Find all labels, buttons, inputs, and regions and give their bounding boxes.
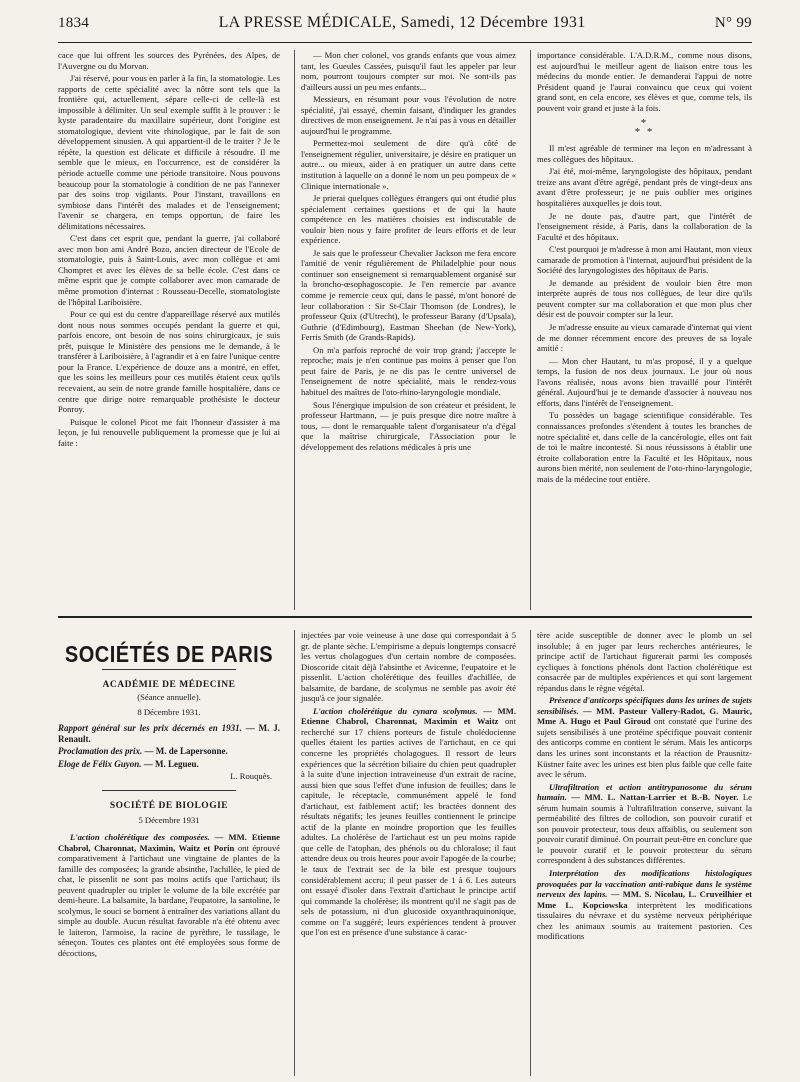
societes-column-2-text — [301, 630, 516, 704]
column-2 — [294, 50, 516, 610]
column-3-part-b — [537, 143, 752, 484]
academie-title: ACADÉMIE DE MÉDECINE — [102, 679, 236, 690]
paragraph: Je ne doute pas, d'autre part, que l'intérêt de l'enseignement réside, à Paris, dans la collaboration de la Faculté et des hôpitaux. — [537, 210, 752, 242]
paragraph: Messieurs, en résumant pour vous l'évolution de notre spécialité, j'ai essayé, chemin faisant, d'indiquer les grandes directives de mon enseignement. Je n'ai pas à vous en détailler aujourd'hui le programme. — [301, 94, 516, 136]
paragraph: cace que lui offrent les sources des Pyrénées, des Alpes, de l'Auvergne ou du Morvan. — [58, 50, 280, 71]
column-3-part-a — [537, 50, 752, 113]
paragraph: Je demande au président de vouloir bien être mon interprète auprès de tous nos collègues, de leur dire qu'ils peuvent compter sur ma collaboration et que mon plus cher désir est de pouvoir compter sur la leur. — [537, 277, 752, 320]
paragraph: injectées par voie veineuse à une dose qui correspondait à 5 gr. de plante sèche. L'empirisme a depuis longtemps consacré les vertus cholagogues d'un certain nombre de composées. Dioscoride citait déjà l'absinthe et Avicenne, l'eupatoire et le pissenlit. L'action cholérétique des feuilles d'achillée, de balsamite, de bardane, de scolymus ne semble pas avoir été jusqu'à ce jour signalée. — [301, 630, 516, 704]
paragraph: Je prierai quelques collègues étrangers qui ont étudié plus spécialement certaines questions et de qui la haute compétence en les matières choisies est indiscutable de vouloir bien nous y faire profiter de leurs efforts et de leur expérience. — [301, 193, 516, 246]
page-number: 1834 — [58, 15, 90, 31]
biologie-entry-1: L'action cholérétique des composées. — MM. Etienne Chabrol, Charonnat, Maximin, Waitz et Porin ont éprouvé comparativement à l'artichaut une vingtaine de plantes de la famille des composées; la grande absinthe, l'achillée, le pied de chat, le pissenlit ne sont pas moins actifs que l'artichaut; ils peuvent quadrupler ou tripler le volume de la bile excrétée par demi-heure. La balsamite, la bardane, l'eupatoire, la santoline, le scolymus, le souci se bornent à entraîner des variations allant du simple au double. Aucun résultat favorable n'a été obtenu avec le laiteron, l'armoise, la racine de pyrèthre, le tussilage, le séneçon. Toutes ces plantes ont été employées sous forme de décoctions, — [58, 832, 280, 959]
paragraph: C'est dans cet esprit que, pendant la guerre, j'ai collaboré avec mon bon ami André Bozo, ancien directeur de l'Ecole de stomatologie, puis à Saint-Louis, avec mon collègue et ami Chompret et avec les élèves de sa belle école. C'est dans ce même esprit que je compte collaborer avec mon camarade de même promotion d'internat : Rousseau-Decelle, stomatologiste de l'hôpital Lariboisière. — [58, 233, 280, 307]
paragraph: Je m'adresse ensuite au vieux camarade d'internat qui vient de me donner récemment encore des preuves de sa loyale amitié : — [537, 322, 752, 354]
academie-item-3: Eloge de Félix Guyon. — M. Legueu. — [58, 758, 199, 769]
paragraph: J'ai réservé, pour vous en parler à la fin, la stomatologie. Les rapports de cette spécialité avec la nôtre sont tels que la frontière qui, actuellement, sépare celle-ci de celle-là est impossible à délimiter. Un seul exemple suffit à le prouver : le kyste paradentaire du maxillaire supérieur, dont l'origine est stomatologique, devient vite rhinologique, par le fait de son développement sinusien. A qui appartient-il de le traiter ? Je le répète, la question est délicate et difficile à résoudre. Il me semble que le mieux, en l'occurrence, est de considérer la période actuelle comme une période transitoire. Nous pouvons beaucoup pour la stomatologie à condition de ne pas l'annexer par des soins trop vigilants. Pour l'instant, travaillons en symbiose dans l'intérêt des malades et de l'enseignement; l'avenir se chargera, en temps opportun, de faire les délimitations nécessaires. — [58, 73, 280, 231]
biologie-entry-4: Ultrafiltration et action antitrypanosome du sérum humain. — MM. L. Nattan-Larrier et B.-B. Noyer. Le sérum humain soumis à l'ultrafiltration conserve, suivant la perméabilité des filtres de collodion, son pouvoir curatif et son pouvoir protecteur, tous deux affaiblis, ou seulement son pouvoir curatif diminué. On pourrait peut-être en conclure que le pouvoir curatif et le pouvoir protecteur du sérum correspondent à des substances différentes. — [537, 781, 752, 866]
page-header — [58, 14, 752, 43]
paragraph: Je sais que le professeur Chevalier Jackson me fera encore l'amitié de venir régulièrement de Philadelphie pour nous continuer son enseignement si remarquablement organisé sur la broncho-œsophagoscopie. Je l'en remercie par avance comme je remercie ceux qui, dans le passé, m'ont honoré de leur collaboration : Sir St-Clair Thomson (de Londres), le professeur Quix (d'Utrecht), le professeur Barany (d'Upsala), Guthrie (d'Edimbourg), Eastman Sheehan (de New-York), Ferris Smith (de Grands-Rapids). — [301, 247, 516, 343]
societes-heading: SOCIÉTÉS DE PARIS — [64, 642, 274, 668]
section-rule — [102, 790, 235, 791]
biologie-date: 5 Décembre 1931 — [138, 815, 200, 826]
heading-rule — [102, 669, 235, 670]
societes-column-3 — [530, 630, 752, 1076]
paragraph: Permettez-moi seulement de dire qu'à côté de l'enseignement régulier, universitaire, je désire en pratiquer un autre... ou mieux, aider à en pratiquer un autre dans cette institution à laquelle on a donné le nom un peu pompeux de « Clinique internationale ». — [301, 138, 516, 191]
societes-column-2 — [294, 630, 516, 1076]
paragraph: On m'a parfois reproché de voir trop grand; j'accepte le reproche; mais je n'en continue pas moins à penser que l'on peut faire de Paris, je ne dis pas le centre universel de l'enseignement de notre spécialité, mais le rendez-vous habituel des maîtres de l'oto-rhino-laryngologie mondiale. — [301, 344, 516, 397]
paragraph: Il m'est agréable de terminer ma leçon en m'adressant à mes collègues des hôpitaux. — [537, 143, 752, 164]
paragraph: importance considérable. L'A.D.R.M., comme nous disons, est aujourd'hui le meilleur agent de liaison entre tous les médecins du monde entier. Je demanderai l'appui de notre Président quand je l'aurai convaincu que ceux qui voient grand sont, en cela encore, ses élèves et que, comme tels, ils pouvent voir grand et juste à la fois. — [537, 50, 752, 113]
entry-2-continuation: tère acide susceptible de donner avec le plomb un sel insoluble; à en juger par leurs recherches antérieures, le principe actif de l'artichaut figurerait parmi les composés cycliques à fonctions phénols dont l'action cholérétique est consacrée par de multiples expériences et qui sont largement répandus dans le règne végétal. — [537, 630, 752, 693]
paragraph: Tu possèdes un bagage scientifique considérable. Tes connaissances profondes s'étendent à toutes les branches de notre spécialité et, dans celle de la cancérologie, elles ont fait de toi le maître incontesté. Si nous réussissons à établir une étroite collaboration entre la Faculté et les Hôpitaux, nous aurons bien mérité, non seulement de l'oto-rhino-laryngologie, mais de la médecine tout entière. — [537, 410, 752, 484]
academie-item-1: Rapport général sur les prix décernés en 1931. — M. J. Renault. — [58, 723, 280, 744]
biologie-entry-3: Présence d'anticorps spécifiques dans les urines de sujets sensibilisés. — MM. Pasteur Vallery-Radot, G. Mauric, Mme A. Hugo et Paul Giroud ont constaté que l'urine des sujets sensibilisés à une protéine spécifique pouvait contenir des anticorps comme en contient le sérum. Mais les anticorps dans les urines sont inconstants et la réaction de Prausnitz-Küstner faite avec les urines est bien plus faible que celle faite avec le sérum. — [537, 695, 752, 780]
biologie-entry-2: L'action cholérétique du cynara scolymus. — MM. Etienne Chabrol, Charonnat, Maximin et Waitz ont recherché sur 17 chiens porteurs de fistule cholédocienne quelles étaient les parties actives de l'artichaut, en ce qui concerne les propriétés cholagogues. Il ressort de leurs expériences que la sécrétion biliaire du chien peut quadrupler à la suite d'une injection intraveineuse d'un extrait de racine, aussi bien que sous l'effet d'une infusion de feuilles; dans le capitule, le réceptacle, communément appelé le fond d'artichaut, est faiblement actif; les bractées donnent des résultats négatifs; les jeunes feuilles contiennent le principe actif de la plante en moindre proportion que les feuilles adultes. La cholérèse de l'artichaut est un peu moins rapide que celle de l'atophan, des phénols ou du chloralose; il faut attendre deux ou trois heures pour avoir l'apogée de la courbe; le taux de l'extrait sec de la bile est presque toujours considérablement accru; il peut passer de 1 à 6. Les auteurs ont essayé d'isoler dans l'extrait d'artichaut le principe actif qui commande la cholérèse; ils montrent qu'il ne s'agit pas de sels de potassium, ni d'un glucoside oxyanthraquinonique, comme on l'a suggéré; leurs expériences tendent à prouver que l'on est en présence d'une substance à carac- — [301, 705, 516, 938]
top-columns — [58, 50, 752, 610]
paragraph: J'ai été, moi-même, laryngologiste des hôpitaux, pendant treize ans avant d'être agrégé, pendant près de vingt-deux ans avant d'être professeur; je ne puis oublier mes origines hospitalières auxquelles je dois tout. — [537, 166, 752, 209]
paragraph: — Mon cher colonel, vos grands enfants que vous aimez tant, les Gueules Cassées, puisqu'il faut les appeler par leur nom, pourront toujours compter sur moi. Ne sont-ils pas d'ailleurs aussi un peu mes enfants... — [301, 50, 516, 92]
societes-column-1 — [58, 630, 280, 1076]
paragraph: Sous l'énergique impulsion de son créateur et président, le professeur Hartmann, — je puis presque dire notre maître à tous, — dont le remarquable talent d'organisateur n'a d'égal que la maîtrise chirurgicale, l'Association pour le développement des relations médicales à pris une — [301, 399, 516, 452]
section-stars: * * * — [634, 117, 655, 139]
journal-title: LA PRESSE MÉDICALE, Samedi, 12 Décembre 1931 — [218, 14, 586, 31]
academie-signature: L. Rouquès. — [230, 771, 272, 782]
biologie-entry-5: Interprétation des modifications histologiques provoquées par la vaccination anti-rabique dans le système nerveux des lapins. — MM. S. Nicolau, L. Cruveilhier et Mme L. Kopciowska interprètent les modifications tissulaires du névraxe et du système nerveux périphérique chez les animaux soumis au traitement pastorien. Ces modifications — [537, 868, 752, 942]
bottom-columns — [58, 630, 752, 1076]
academie-item-2: Proclamation des prix. — M. de Lapersonne. — [58, 746, 228, 757]
column-1 — [58, 50, 280, 610]
paragraph: — Mon cher Hautant, tu m'as proposé, il y a quelque temps, la fusion de nos deux journaux. Le jour où nous l'avons réalisée, nous avons bien travaillé pour l'intérêt général. Aujourd'hui je te demande d'associer à nouveau nos efforts, dans l'intérêt de l'enseignement. — [537, 355, 752, 408]
paragraph: C'est pourquoi je m'adresse à mon ami Hautant, mon vieux camarade de promotion à l'internat, aujourd'hui président de la Société des laryngologistes des hôpitaux de Paris. — [537, 244, 752, 276]
paragraph: Pour ce qui est du centre d'appareillage réservé aux mutilés dont nous nous sommes occupés pendant la guerre et qui, parfois encore, ont besoin de nos soins chirurgicaux, je suis prêt, puisque le Ministère des pensions me le demande, à le transférer à Lariboisière, à l'agrandir et à en faire l'unique centre pour la France. L'expérience de douze ans a montré, en effet, que les soins les meilleurs pour ces mutilés étaient ceux qu'ils recevaient, au sein de notre grande famille hospitalière, dans ce centre que dirige notre remarquable prothésiste le docteur Ponroy. — [58, 309, 280, 415]
paragraph: Puisque le colonel Picot me fait l'honneur d'assister à ma leçon, je lui renouvelle publiquement la promesse que je lui ai faite : — [58, 416, 280, 448]
column-3 — [530, 50, 752, 610]
academie-date: 8 Décembre 1931. — [137, 706, 201, 717]
biologie-title: SOCIÉTÉ DE BIOLOGIE — [109, 800, 229, 811]
academie-session: (Séance annuelle). — [137, 692, 201, 703]
issue-number: N° 99 — [714, 15, 752, 31]
horizontal-separator — [58, 616, 752, 618]
